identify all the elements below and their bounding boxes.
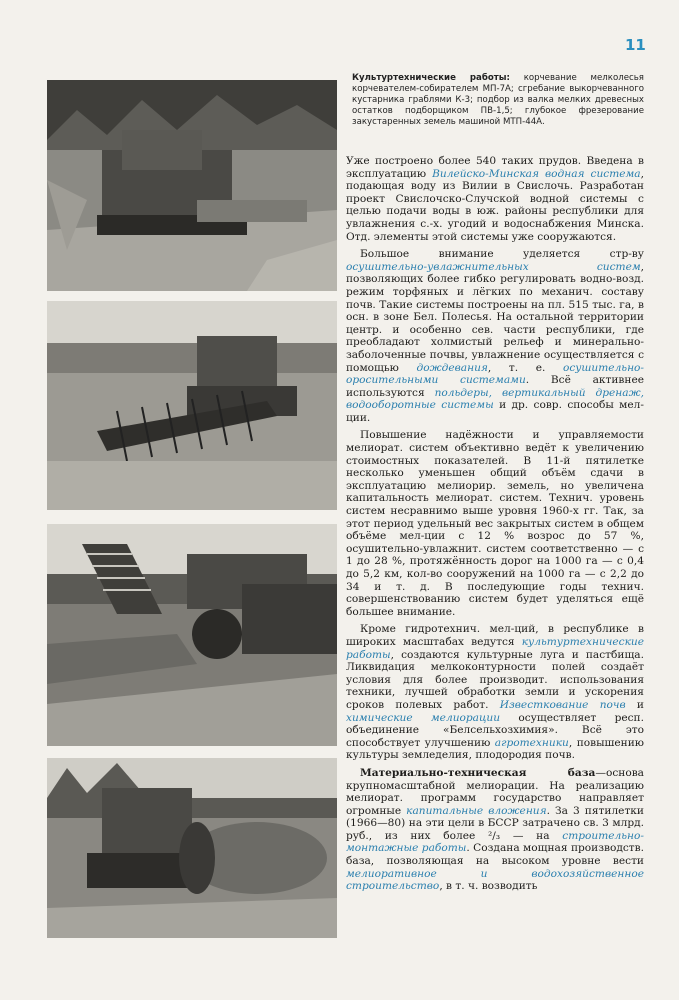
paragraph-text: . Создана мощная производств. база, позволяющая на высоком уровне вести	[346, 842, 644, 868]
article-text	[346, 155, 644, 893]
emphasized-term: осушительно-оросительными системами	[346, 361, 645, 387]
photo-tractor-with-picker	[47, 524, 337, 746]
paragraph-text: , подающая воду из Вилии в Свислочь. Разработан проект Свислочско-Случской водной системы с целью подачи воды в юж. районы республики для увлажнения с.-х. угодий и водоснабжения Минска. Отд. элементы этой системы уже сооружаются.	[346, 167, 645, 243]
emphasized-term: агротехники	[494, 736, 569, 749]
emphasized-term: строительно-монтажные работы	[346, 829, 644, 855]
caption-title: Культуртехнические работы:	[352, 73, 510, 83]
paragraph-text: и др. совр. способы мел-ции.	[346, 399, 644, 424]
paragraph-text: Повышение надёжности и управляемости мелиорат. систем объективно ведёт к увеличению стоимостных показателей. В 11-й пятилетке несколько уменьшен общий объём сдачи в эксплуатацию мелиорир. земель, но увеличена капитальность мелиорат. систем. Технич. уровень систем несравнимо выше уровня 1960-х гг. Так, за этот период удельный вес закрытых систем в общем объёме мел-ции с 12 % возрос до 57 %, осушительно-увлажнит. систем соответственно — с 1 до 28 %, протяжённость дорог на 1000 га — с 0,4 до 5,2 км, кол-во сооружений на 1000 га — с 2,2 до 34 и т. д. В последующие годы технич. совершенствованию систем будет уделяться ещё большее внимание.	[346, 429, 644, 618]
emphasized-term: осушительно-увлажнительных систем	[346, 260, 641, 273]
emphasized-term: культуртехнические работы	[346, 635, 644, 661]
page-number: 11	[625, 36, 646, 54]
article-paragraph	[346, 623, 644, 762]
article-paragraph	[346, 155, 644, 243]
photo-bulldozer-clearing	[47, 80, 337, 291]
paragraph-text: —основа крупномасштабной мелиорации. На реализацию мелиорат. программ государство направляет огромные	[346, 766, 644, 817]
photo-tractor-with-milling-drum	[47, 758, 337, 938]
article-paragraph	[346, 767, 644, 893]
emphasized-term: мелиоративное и водохозяйственное строительство	[346, 867, 644, 893]
emphasized-term: Известкование почв	[499, 698, 626, 711]
photo-tractor-with-rake	[47, 301, 337, 510]
paragraph-text: , в т. ч. возводить	[439, 880, 538, 893]
paragraph-text: , создаются культурные луга и пастбища. Ликвидация мелкоконтурности полей создаёт условия для более производит. использования техники, лучшей обработки земли и ускорения сроков полевых работ.	[346, 648, 644, 711]
article-paragraph	[346, 248, 644, 424]
paragraph-text: , повышению культуры земледелия, плодородия почв.	[346, 736, 644, 762]
paragraph-text: , т. е.	[487, 361, 563, 374]
paragraph-text: Большое внимание уделяется стр-ву	[360, 248, 644, 261]
paragraph-text: осуществляет респ. объединение «Белсельхозхимия». Всё это способствует улучшению	[346, 711, 644, 749]
emphasized-term: дождевания	[416, 361, 488, 374]
article-paragraph	[346, 429, 644, 618]
paragraph-text: и	[625, 698, 644, 711]
caption-body: корчевание мелколесья корчевателем-собирателем МП-7А; сгребание выкорчеванного кустарника граблями К-3; подбор из валка мелких древесных остатков подборщиком ПВ-1,5; глубокое фрезерование закустаренных земель машиной МТП-44А.	[352, 73, 644, 127]
paragraph-text: . Всё активнее используются	[346, 374, 644, 399]
photo-caption	[352, 73, 644, 128]
paragraph-text: , позволяющих более гибко регулировать водно-возд. режим торфяных и лёгких по механич. составу почв. Такие системы построены на пл. 515 тыс. га, в осн. в зоне Бел. Полесья. На остальной территории центр. и особенно сев. части республики, где преобладают холмистый рельеф и минерально-заболоченные почвы, увлажнение осуществляется с помощью	[346, 260, 644, 374]
emphasized-term: капитальные вложения	[406, 804, 547, 817]
emphasized-term: Вилейско-Минская водная система	[432, 167, 641, 180]
emphasized-term: химические мелиорации	[346, 711, 501, 724]
paragraph-text: Уже построено более 540 таких прудов. Введена в эксплуатацию	[346, 155, 644, 180]
section-subhead: Материально-техническая база	[360, 766, 596, 779]
paragraph-text: . За 3 пятилетки (1966—80) на эти цели в БССР затрачено св. 3 млрд. руб., из них более ²/₃ — на	[346, 804, 644, 842]
emphasized-term: польдеры, вертикальный дренаж, водооборотные системы	[346, 386, 644, 412]
paragraph-text: Кроме гидротехнич. мел-ций, в республике в широких масштабах ведутся	[346, 623, 644, 648]
